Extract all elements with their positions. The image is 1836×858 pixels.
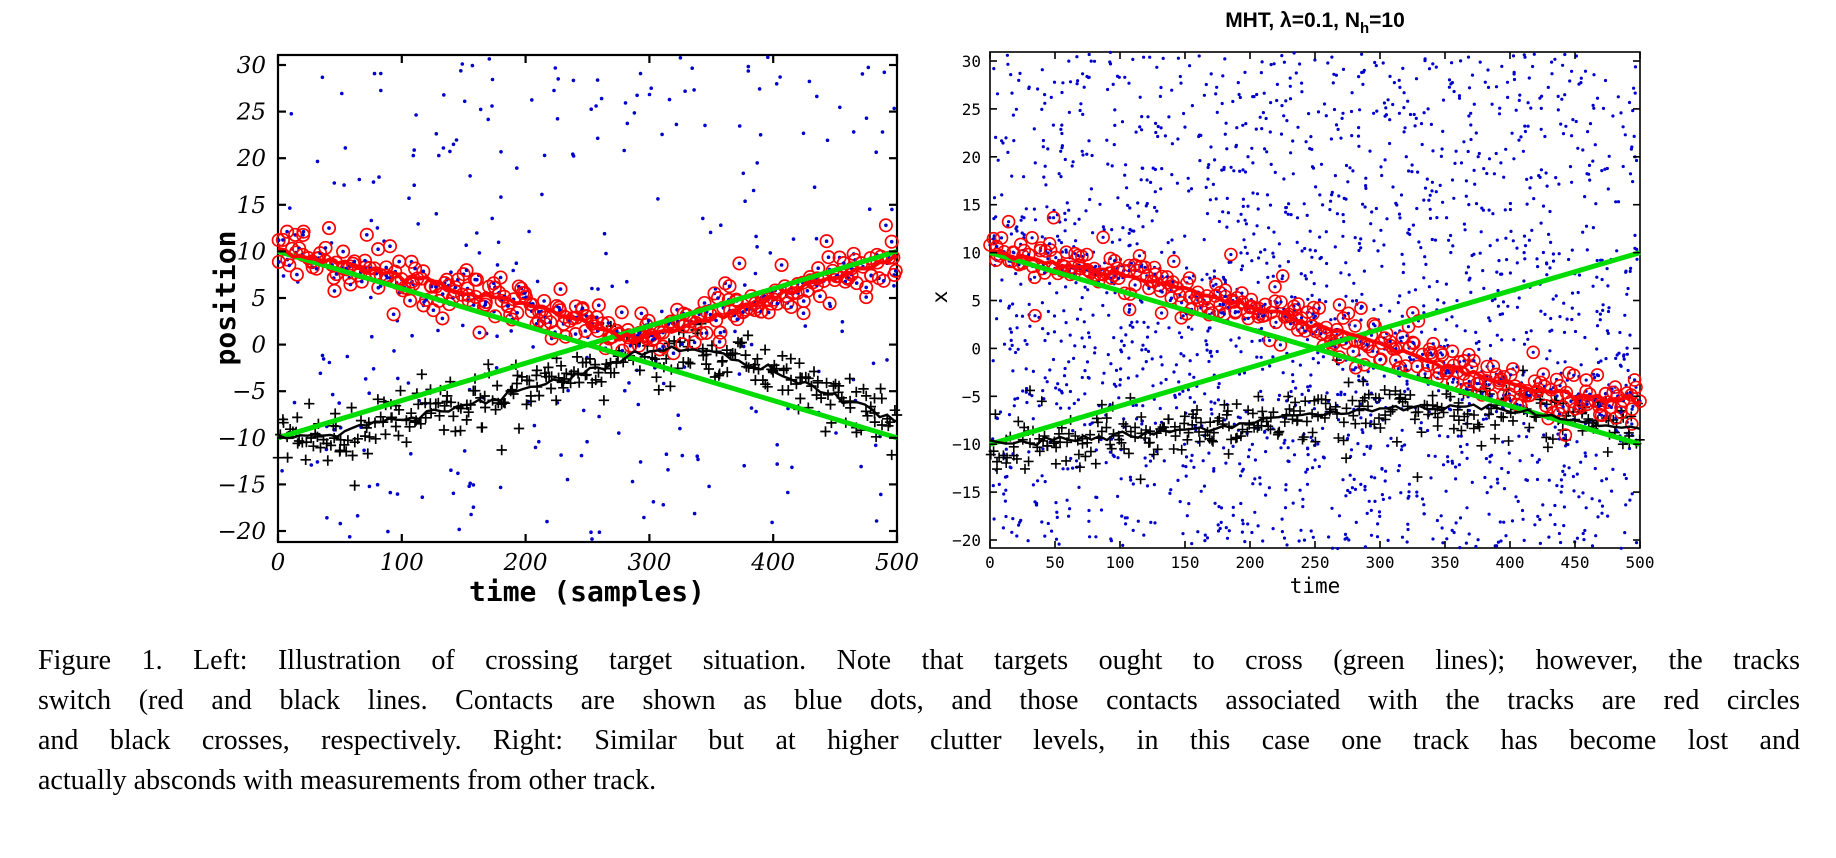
y-tick-label: 10	[961, 243, 981, 263]
caption-line-1: Figure 1. Left: Illustration of crossing target situation. Note that targets ought to cross (green lines); however, the tracks	[38, 645, 1800, 676]
x-tick-label: 100	[379, 550, 424, 576]
x-tick-label: 200	[503, 550, 548, 576]
x-tick-label: 0	[270, 550, 286, 576]
y-tick-label: 20	[961, 147, 981, 167]
x-tick-label: 400	[751, 550, 796, 576]
x-tick-label: 400	[1495, 553, 1525, 572]
x-tick-label: 500	[1625, 553, 1655, 572]
x-tick-label: 100	[1105, 553, 1135, 572]
y-tick-label: 25	[961, 99, 981, 119]
y-tick-label: −20	[217, 519, 266, 545]
y-tick-label: −15	[217, 472, 266, 499]
y-tick-label: 15	[236, 192, 266, 219]
x-tick-label: 450	[1560, 553, 1590, 572]
x-tick-label: 350	[1430, 553, 1460, 572]
y-tick-label: −5	[232, 379, 266, 406]
caption-line-4: actually absconds with measurements from other track.	[38, 765, 657, 796]
y-tick-label: 20	[236, 146, 266, 173]
x-tick-label: 200	[1235, 553, 1265, 572]
y-tick-label: 10	[236, 239, 266, 266]
y-axis-label: x	[928, 290, 952, 304]
plot-box	[990, 52, 1640, 548]
y-tick-label: 30	[961, 52, 981, 71]
x-tick-label: 250	[1300, 553, 1330, 572]
plot-title: MHT, λ=0.1, $N_h=10$	[1225, 9, 1405, 37]
y-tick-label: 30	[236, 53, 266, 79]
x-tick-label: 50	[1045, 553, 1065, 572]
y-axis-label: position	[209, 230, 242, 366]
y-tick-label: 0	[971, 339, 981, 359]
y-tick-label: 5	[251, 286, 266, 312]
left-plot	[209, 53, 919, 608]
x-axis-label: time	[1289, 574, 1341, 598]
y-tick-label: −15	[952, 483, 981, 503]
x-tick-label: 500	[875, 550, 919, 576]
y-tick-label: 0	[251, 332, 266, 359]
caption-line-3: and black crosses, respectively. Right: Similar but at higher clutter levels, in this case one track has become lost and	[38, 725, 1800, 756]
y-tick-label: 25	[236, 99, 266, 126]
x-tick-label: 150	[1170, 553, 1200, 572]
x-tick-label: 300	[627, 550, 672, 576]
x-tick-label: 300	[1365, 553, 1395, 572]
y-tick-label: −20	[952, 531, 981, 550]
caption-line-2: switch (red and black lines. Contacts are shown as blue dots, and those contacts associated with the tracks are red circles	[38, 685, 1800, 716]
x-axis-label: time (samples)	[468, 575, 706, 608]
figure-caption	[38, 641, 1800, 801]
y-tick-label: 5	[971, 291, 981, 311]
y-tick-label: −5	[961, 387, 981, 407]
x-tick-label: 0	[985, 553, 995, 572]
y-tick-label: −10	[217, 425, 266, 452]
y-tick-label: −10	[952, 435, 981, 455]
y-tick-label: 15	[961, 195, 981, 215]
right-plot	[928, 9, 1654, 598]
